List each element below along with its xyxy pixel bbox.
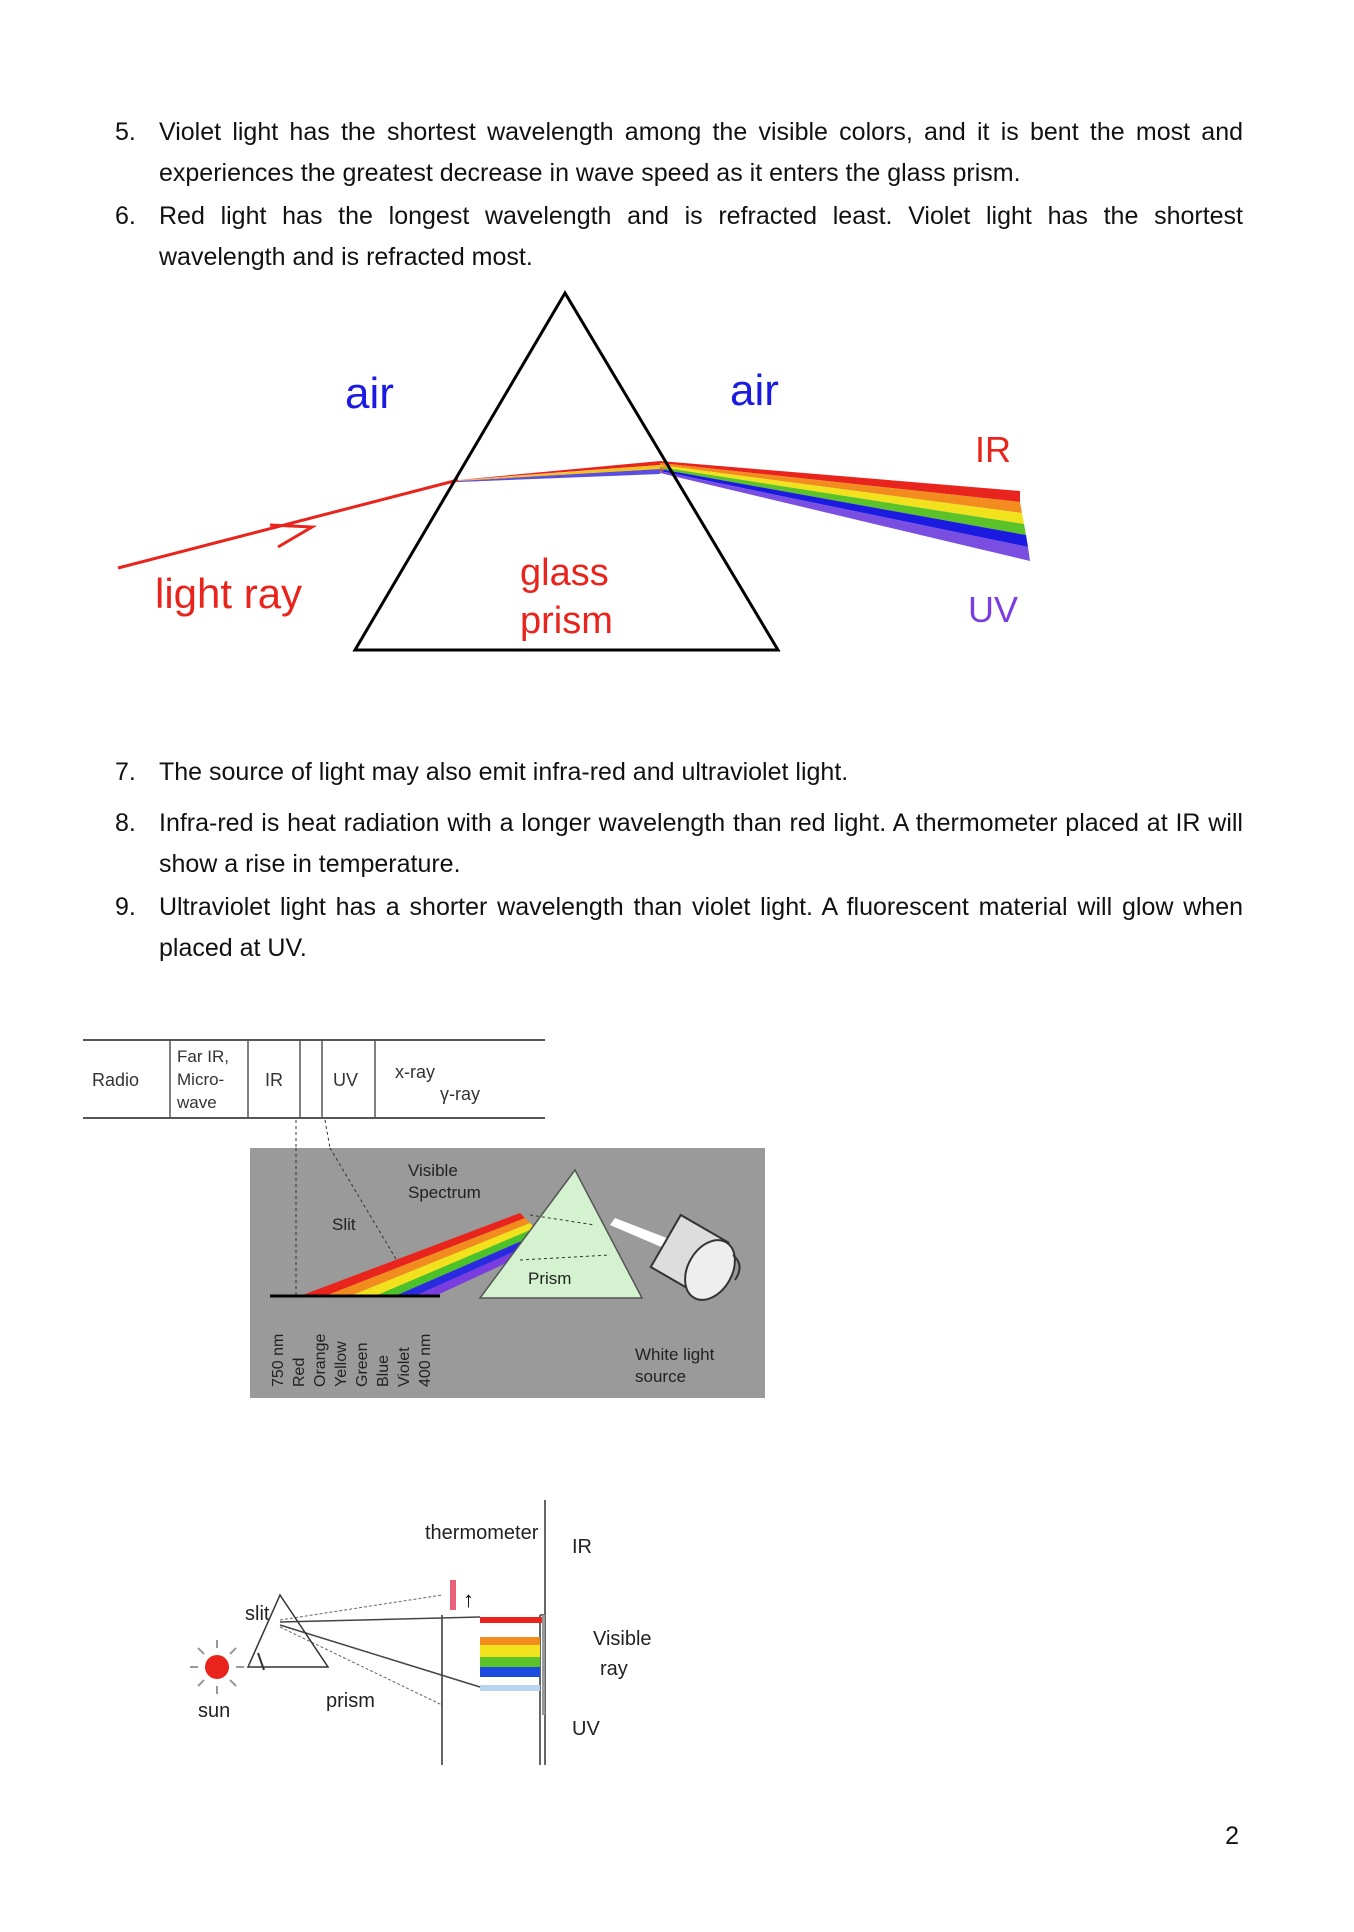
spectrum-label-violet: Violet	[396, 1347, 413, 1387]
item-text: The source of light may also emit infra-red and ultraviolet light.	[159, 758, 849, 786]
item-text: Violet light has the shortest wavelength among the visible colors, and it is bent the most and experiences the greatest decrease in wave speed as it enters the glass prism.	[159, 118, 1243, 187]
ir-label: IR	[265, 1070, 283, 1090]
air-left-label: air	[345, 369, 394, 418]
spectrum-label-400nm: 400 nm	[417, 1333, 434, 1387]
source-label: source	[635, 1367, 687, 1386]
list-item-5	[115, 112, 1243, 194]
white-light-label: White light	[635, 1345, 715, 1364]
gamma-ray-label: γ-ray	[440, 1084, 480, 1104]
uv-label: UV	[572, 1718, 600, 1740]
item-number: 8.	[115, 809, 136, 837]
thermometer-figure	[180, 1495, 680, 1775]
xray-label: x-ray	[395, 1062, 435, 1082]
item-text: Red light has the longest wavelength and is refracted least. Violet light has the shortest wavelength and is refracted most.	[159, 202, 1243, 271]
list-item-8	[115, 803, 1243, 885]
spectrum-label-blue: Blue	[375, 1354, 392, 1387]
spectrum-figure	[80, 1030, 770, 1400]
spectrum-label-red: Red	[291, 1357, 308, 1387]
spectrum-label: Spectrum	[408, 1183, 481, 1202]
item-number: 6.	[115, 202, 136, 230]
spectrum-label-orange: Orange	[312, 1333, 329, 1387]
list-item-6	[115, 196, 1243, 278]
list-item-9	[115, 887, 1243, 969]
ir-label: IR	[975, 429, 1011, 470]
slit-label: Slit	[332, 1215, 356, 1234]
ray-label: ray	[600, 1658, 628, 1680]
prism-label: prism	[326, 1690, 375, 1712]
item-number: 5.	[115, 118, 136, 146]
prism-label: Prism	[528, 1269, 572, 1288]
wave-label: wave	[177, 1093, 217, 1112]
arrow-up-icon: ↑	[463, 1587, 474, 1612]
ir-label: IR	[572, 1536, 592, 1558]
air-right-label: air	[730, 366, 779, 415]
spectrum-label-750nm: 750 nm	[270, 1333, 287, 1387]
item-text: Ultraviolet light has a shorter wavelength than violet light. A fluorescent material will glow when placed at UV.	[159, 893, 1243, 962]
sun-icon	[190, 1640, 244, 1694]
thermometer-label: thermometer	[425, 1522, 539, 1544]
spectrum-label-yellow: Yellow	[333, 1341, 350, 1387]
far-ir-label: Far IR,	[177, 1047, 229, 1066]
uv-label: UV	[968, 589, 1019, 630]
item-text: Infra-red is heat radiation with a longer wavelength than red light. A thermometer placed at IR will show a rise in temperature.	[159, 809, 1243, 878]
visible-label: Visible	[593, 1628, 652, 1650]
glass-label: glass	[520, 552, 609, 594]
slit-label: slit	[245, 1603, 270, 1625]
page-number: 2	[1225, 1822, 1239, 1850]
radio-label: Radio	[92, 1070, 140, 1090]
item-number: 7.	[115, 758, 136, 786]
sun-label: sun	[198, 1700, 231, 1722]
prism-refraction-figure	[100, 285, 1040, 675]
item-number: 9.	[115, 893, 136, 921]
spectrum-label-green: Green	[354, 1342, 371, 1387]
list-item-7	[115, 752, 1243, 793]
uv-label: UV	[333, 1070, 359, 1090]
light-ray-label: light ray	[155, 570, 303, 617]
micro-label: Micro-	[177, 1070, 225, 1089]
prism-label: prism	[520, 600, 613, 642]
visible-label: Visible	[408, 1161, 458, 1180]
